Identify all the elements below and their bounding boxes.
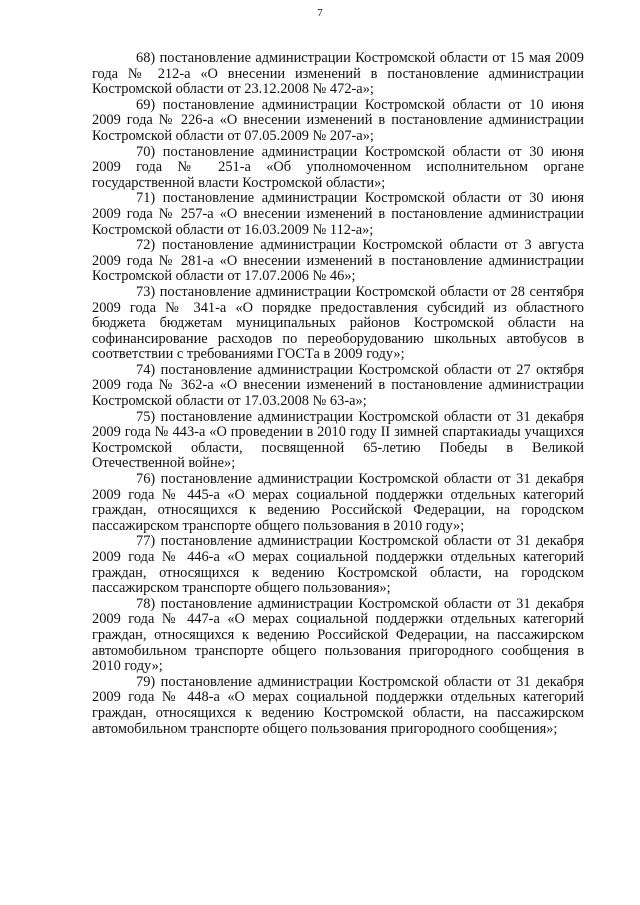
document-body	[92, 51, 584, 737]
list-item-68: 68) постановление администрации Костромской области от 15 мая 2009 года № 212-а «О внесении изменений в постановление администрации Костромской области от 23.12.2008 № 472-а»;	[92, 50, 584, 98]
list-item-72: 72) постановление администрации Костромской области от 3 августа 2009 года № 281-а «О внесении изменений в постановление администрации Костромской области от 17.07.2006 № 46»;	[92, 237, 584, 285]
list-item-69: 69) постановление администрации Костромской области от 10 июня 2009 года № 226-а «О внесении изменений в постановление администрации Костромской области от 07.05.2009 № 207-а»;	[92, 96, 584, 144]
list-item-70: 70) постановление администрации Костромской области от 30 июня 2009 года № 251-а «Об уполномоченном исполнительном органе государственной власти Костромской области»;	[92, 143, 584, 191]
list-item-79: 79) постановление администрации Костромской области от 31 декабря 2009 года № 448-а «О мерах социальной поддержки отдельных категорий граждан, относящихся к ведению Костромской области, на пассажирском автомобильном транспорте общего пользования пригородного сообщения»;	[92, 673, 584, 737]
list-item-74: 74) постановление администрации Костромской области от 27 октября 2009 года № 362-а «О внесении изменений в постановление администрации Костромской области от 17.03.2008 № 63-а»;	[92, 361, 584, 410]
list-item-76: 76) постановление администрации Костромской области от 31 декабря 2009 года № 445-а «О мерах социальной поддержки отдельных категорий граждан, относящихся к ведению Российской Федерации, на городском пассажирском транспорте общего пользования в 2010 году»;	[92, 471, 584, 534]
list-item-75: 75) постановление администрации Костромской области от 31 декабря 2009 года № 443-а «О проведении в 2010 году II зимней спартакиады учащихся Костромской области, посвященной 65-летию Победы в Великой Отечественной войне»;	[92, 408, 584, 472]
page-number: 7	[317, 7, 323, 19]
list-item-73: 73) постановление администрации Костромской области от 28 сентября 2009 года № 341-а «О порядке предоставления субсидий из областного бюджета бюджетам муниципальных районов Костромской области на софинансирование расходов по переоборудованию школьных автобусов в соответствии с требованиями ГОСТа в 2009 году»;	[92, 283, 584, 363]
list-item-78: 78) постановление администрации Костромской области от 31 декабря 2009 года № 447-а «О мерах социальной поддержки отдельных категорий граждан, относящихся к ведению Российской Федерации, на пассажирском автомобильном транспорте общего пользования пригородного сообщения в 2010 году»;	[92, 595, 584, 675]
list-item-71: 71) постановление администрации Костромской области от 30 июня 2009 года № 257-а «О внесении изменений в постановление администрации Костромской области от 16.03.2009 № 112-а»;	[92, 190, 584, 238]
list-item-77: 77) постановление администрации Костромской области от 31 декабря 2009 года № 446-а «О мерах социальной поддержки отдельных категорий граждан, относящихся к ведению Костромской области, на городском пассажирском транспорте общего пользования»;	[92, 533, 584, 597]
